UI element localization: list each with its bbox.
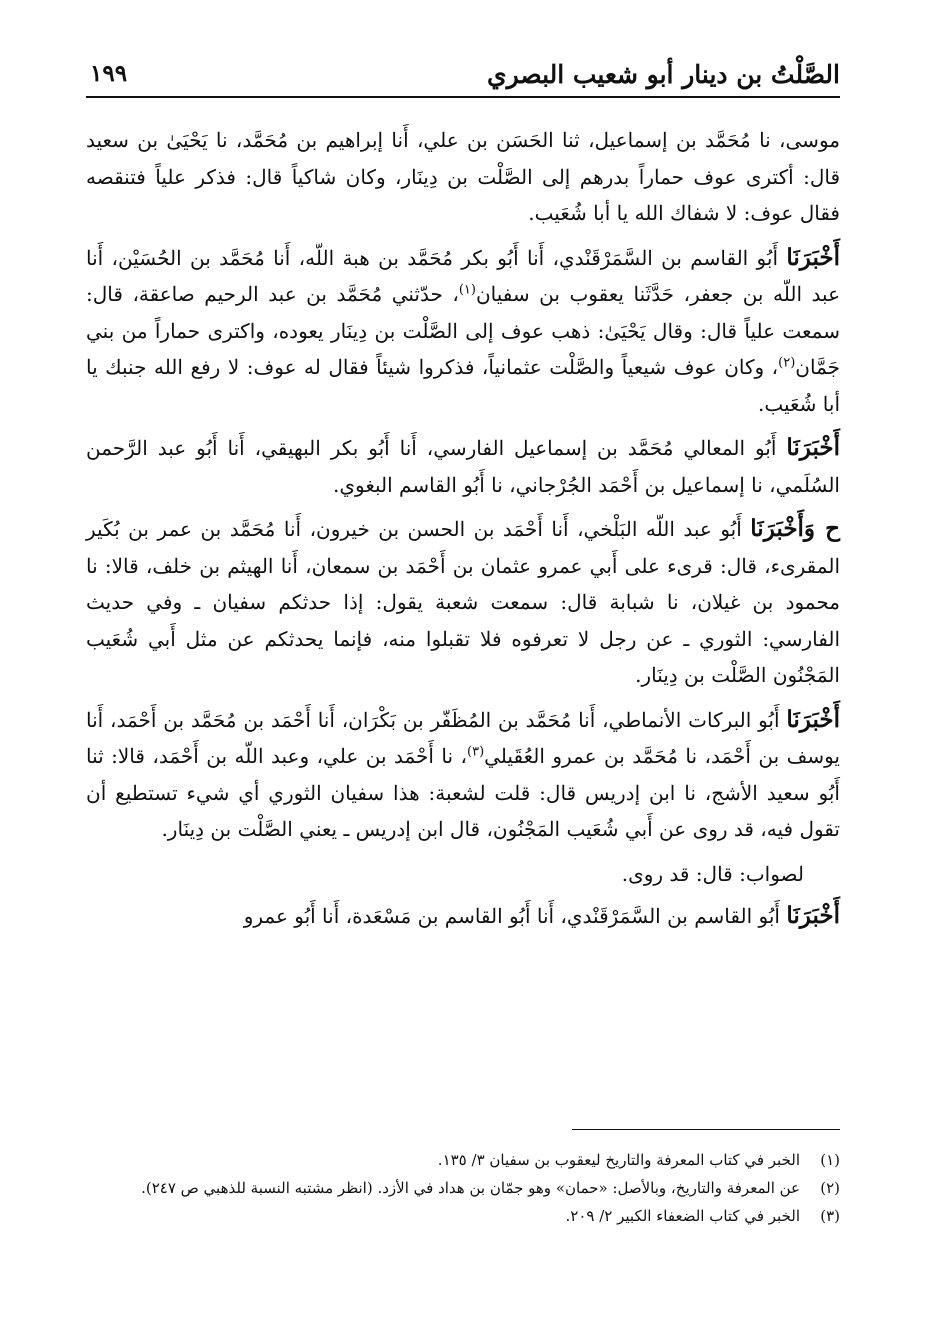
correction-note: لصواب: قال: قد روى. (621, 861, 804, 886)
footnote-ref-2[interactable]: (٢) (778, 355, 796, 371)
footnotes (86, 1146, 840, 1230)
paragraph-text: أَبُو البركات الأنماطي، أَنا مُحَمَّد بن المُظَفّر بن بَكْرَان، أَنا أَحْمَد بن مُحَمَّد بن أَحْمَد، أَنا يوسف بن أَحْمَد، نا مُحَمَّد بن عمرو العُقَيلي (86, 707, 841, 768)
paragraph-text: ، حدّثني مُحَمَّد بن عبد الرحيم صاعقة، قال: سمعت علياً قال: وقال يَحْيَىٰ: ذهب عوف إلى الصَّلْت بن دِينَار يعوده، واكترى حماراً من بني جَمَّان (86, 282, 840, 379)
akhbarana-keyword: أَخْبَرَنَا (786, 902, 840, 929)
paragraph-1 (86, 122, 840, 232)
footnote-ref-1[interactable]: (١) (458, 282, 476, 298)
footnote-3 (86, 1202, 840, 1230)
paragraph-3 (86, 430, 840, 503)
footnote-number: (٣) (820, 1207, 840, 1225)
paragraph-2 (86, 240, 840, 423)
paragraph-text: ، نا أَحْمَد بن علي، وعبد اللّه بن أَحْمَد، قالا: ثنا أَبُو سعيد الأشج، نا ابن إدريس قال: قلت لشعبة: هذا سفيان الثوري أي شيء تستطيع أن تقول فيه، قد روى عن أَبي شُعَيب المَجْنُون، قال ابن إدريس ـ يعني الصَّلْت بن دِينَار. (86, 744, 840, 841)
main-text (86, 122, 840, 943)
paragraph-5 (86, 702, 840, 848)
footnote-separator (572, 1129, 840, 1130)
footnote-1 (86, 1146, 840, 1174)
akhbarana-keyword: ح وَأَخْبَرَنَا (750, 515, 841, 542)
paragraph-text: موسى، نا مُحَمَّد بن إسماعيل، ثنا الحَسَن بن علي، أَنا إبراهيم بن مُحَمَّد، نا يَحْيَىٰ بن سعيد قال: أكترى عوف حماراً بدرهم إلى الصَّلْت بن دِينَار، وكان شاكياً قال: فذكر علياً فتنقصه فقال عوف: لا شفاك الله يا أبا شُعَيب. (86, 128, 840, 225)
footnote-number: (١) (820, 1151, 840, 1169)
paragraph-4 (86, 511, 840, 694)
header-title: الصَّلْتُ بن دينار أبو شعيب البصري (487, 60, 840, 89)
footnote-text: الخبر في كتاب الضعفاء الكبير ٢/ ٢٠٩. (565, 1207, 800, 1225)
footnote-text: عن المعرفة والتاريخ، وبالأصل: «حمان» وهو جمّان بن هداد في الأزد. (انظر مشتبه النسبة للذهبي ص ٢٤٧). (141, 1179, 800, 1197)
akhbarana-keyword: أَخْبَرَنَا (786, 705, 840, 733)
footnote-text: الخبر في كتاب المعرفة والتاريخ ليعقوب بن سفيان ٣/ ١٣٥. (437, 1151, 800, 1169)
footnote-2 (86, 1174, 840, 1202)
akhbarana-keyword: أَخْبَرَنَا (786, 243, 840, 271)
paragraph-text: ، وكان عوف شيعياً والصَّلْت عثمانياً، فذكروا شيئاً فقال له عوف: لا رفع الله جنبك يا أبا شُعَيب. (86, 355, 840, 416)
paragraph-text: أَبُو عبد اللّه البَلْخي، أَنا أَحْمَد بن الحسن بن خيرون، أَنا مُحَمَّد بن عمر بن بُكَير المقرىء، قال: قرىء على أَبي عمرو عثمان بن أَحْمَد بن سمعان، أَنا الهيثم بن خلف، قالا: نا محمود بن غيلان، نا شبابة قال: سمعت شعبة يقول: إذا حدثكم سفيان ـ وفي حديث الفارسي: الثوري ـ عن رجل لا تعرفوه فلا تقبلوا منه، فإنما يحدثكم عن مثل أَبي شُعَيب المَجْنُون الصَّلْت بن دِينَار. (86, 517, 840, 687)
header-rule (86, 96, 840, 98)
paragraph-text: أَبُو المعالي مُحَمَّد بن إسماعيل الفارسي، أَنا أَبُو بكر البهيقي، أَنا أَبُو عبد الرَّحمن السُلَمي، نا إسماعيل بن أَحْمَد الجُرْجاني، نا أَبُو القاسم البغوي. (86, 436, 840, 497)
footnote-ref-3[interactable]: (٣) (467, 744, 485, 760)
paragraph-text: أَبُو القاسم بن السَّمَرْقَنْدي، أَنا أَبُو القاسم بن مَسْعَدة، أَنا أَبُو عمرو (243, 904, 787, 928)
footnote-number: (٢) (820, 1179, 840, 1197)
paragraph-6 (86, 898, 840, 935)
running-header (86, 54, 840, 98)
page-number: ١٩٩ (90, 60, 128, 87)
paragraph-text: أَبُو القاسم بن السَّمَرْقَنْدي، أَنا أَبُو بكر مُحَمَّد بن هبة اللّه، أَنا مُحَمَّد بن الحُسَيْن، أَنا عبد اللّه بن جعفر، حَدَّثَنا يعقوب بن سفيان (86, 245, 841, 306)
akhbarana-keyword: أَخْبَرَنَا (786, 434, 840, 461)
